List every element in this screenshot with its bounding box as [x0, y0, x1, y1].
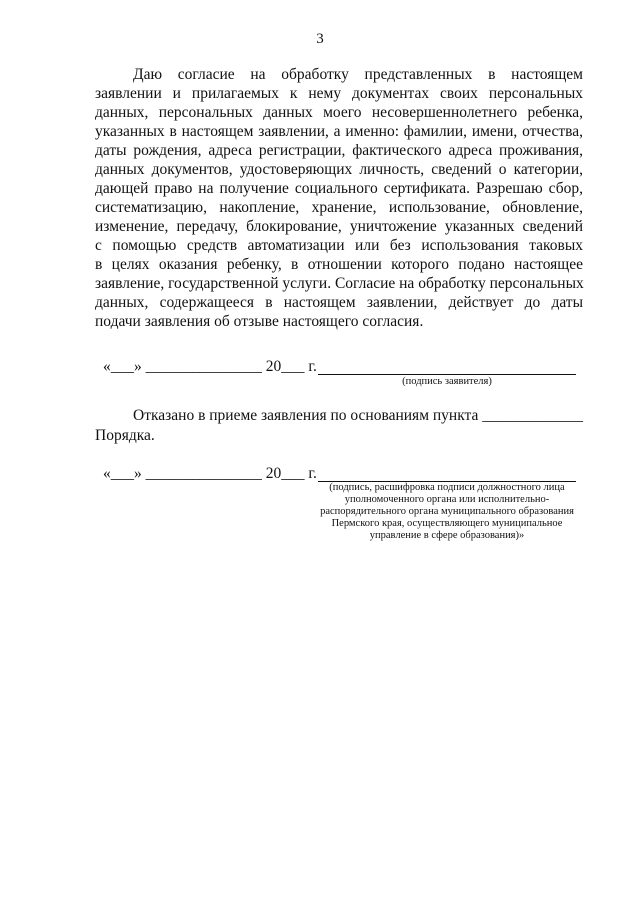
applicant-signature-line: [318, 374, 576, 375]
consent-line: заявлении и прилагаемых к нему документах своих персональных: [95, 85, 583, 102]
consent-line: изменение, передачу, блокирование, уничтожение указанных сведений: [95, 218, 583, 235]
caption-line: Пермского края, осуществляющего муниципальное: [331, 518, 563, 529]
refusal-line-continued: Порядка.: [95, 427, 155, 444]
applicant-signature-caption: (подпись заявителя): [402, 376, 492, 387]
consent-line: подачи заявления об отзыве настоящего согласия.: [95, 313, 424, 330]
consent-line: Даю согласие на обработку представленных в настоящем: [133, 66, 583, 83]
consent-line: с помощью средств автоматизации или без использования таковых: [95, 237, 583, 254]
page-number: 3: [316, 31, 324, 47]
consent-line: данных, персональных данных моего несовершеннолетнего ребенка,: [95, 104, 583, 121]
consent-line: дающей право на получение социального сертификата. Разрешаю сбор,: [95, 180, 583, 197]
consent-line: данных документов, удостоверяющих личность, сведений о категории,: [95, 161, 583, 178]
consent-line: заявление, государственной услуги. Согласие на обработку персональных: [95, 275, 584, 292]
consent-line: даты рождения, адреса регистрации, фактического адреса проживания,: [95, 142, 583, 159]
caption-line: (подпись, расшифровка подписи должностного лица: [329, 482, 565, 493]
consent-line: систематизацию, накопление, хранение, использование, обновление,: [95, 199, 583, 216]
consent-line: данных, содержащееся в настоящем заявлении, действует до даты: [95, 294, 583, 311]
caption-line: уполномоченного органа или исполнительно-: [344, 494, 550, 505]
applicant-date: «___» _______________ 20___ г.: [103, 358, 317, 375]
caption-line: управление в сфере образования)»: [369, 530, 525, 541]
caption-line: распорядительного органа муниципального образования: [320, 506, 574, 517]
consent-line: указанных в настоящем заявлении, а именно: фамилии, имени, отчества,: [95, 123, 583, 140]
official-date: «___» _______________ 20___ г.: [103, 465, 317, 482]
refusal-line: Отказано в приеме заявления по основаниям пункта _____________: [133, 407, 584, 424]
consent-line: в целях оказания ребенку, в отношении которого подано настоящее: [95, 256, 583, 273]
